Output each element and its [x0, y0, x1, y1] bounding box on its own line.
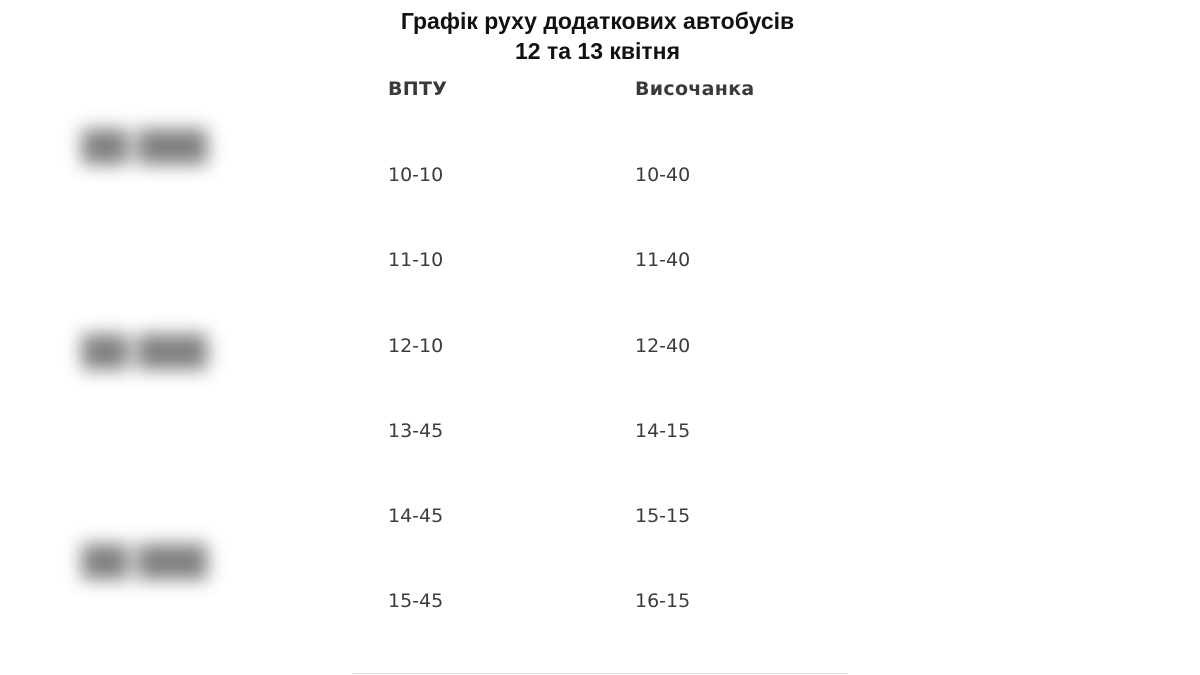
table-cell: 10-10	[388, 164, 444, 186]
blurred-text: ██ ███	[82, 545, 207, 580]
table-cell: 16-15	[635, 590, 691, 612]
bottom-divider	[352, 673, 848, 674]
schedule-table	[388, 0, 848, 675]
table-cell: 11-40	[635, 249, 691, 271]
table-cell: 14-45	[388, 505, 444, 527]
table-cell: 12-40	[635, 335, 691, 357]
table-cell: 14-15	[635, 420, 691, 442]
blurred-text: ██ ███	[82, 335, 207, 370]
table-cell: 15-45	[388, 590, 444, 612]
table-cell: 15-15	[635, 505, 691, 527]
title-line-1: Графік руху додаткових автобусів	[400, 8, 795, 34]
column-header-vptu: ВПТУ	[388, 78, 448, 100]
table-cell: 10-40	[635, 164, 691, 186]
table-cell: 11-10	[388, 249, 444, 271]
column-header-vysochanka: Височанка	[635, 78, 755, 100]
blurred-text: ██ ███	[82, 130, 207, 165]
table-cell: 13-45	[388, 420, 444, 442]
table-cell: 12-10	[388, 335, 444, 357]
title-line-2: 12 та 13 квітня	[514, 38, 680, 64]
blurred-left-column	[70, 100, 250, 620]
